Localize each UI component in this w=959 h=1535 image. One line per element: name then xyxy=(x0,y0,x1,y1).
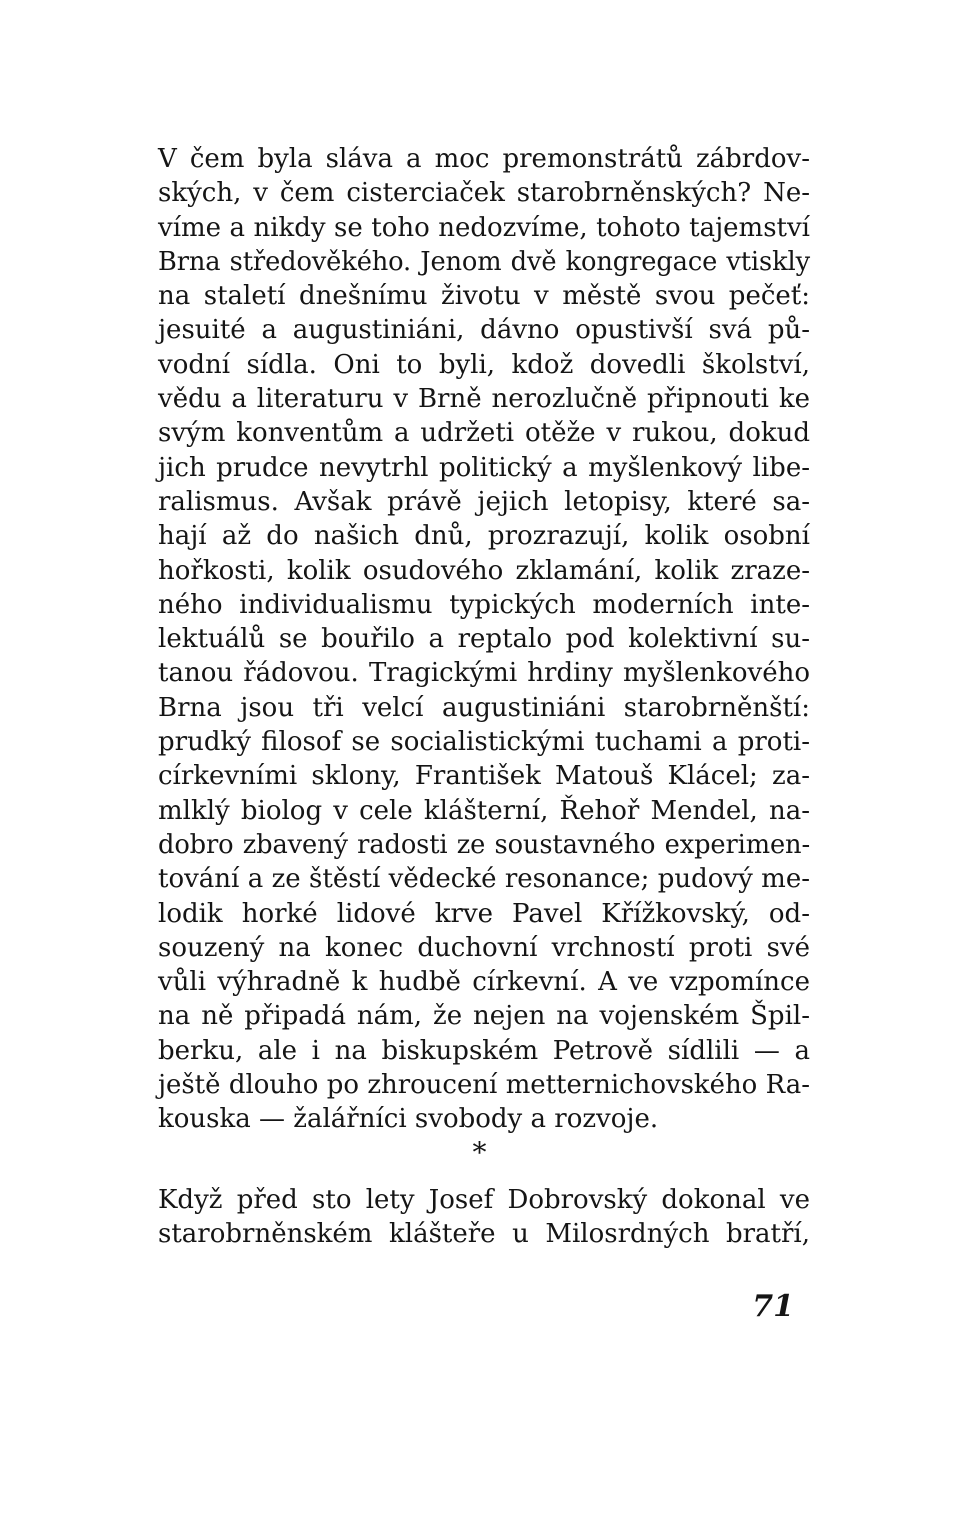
text-line: prudký filosof se socialistickými tuchami a proti- xyxy=(158,727,810,758)
text-line: vědu a literaturu v Brně nerozlučně připnouti ke xyxy=(158,384,810,415)
text-line: souzený na konec duchovní vrchností proti své xyxy=(158,932,810,963)
text-line: ských, v čem cisterciaček starobrněnských? Ne- xyxy=(158,178,810,209)
text-line: tanou řádovou. Tragickými hrdiny myšlenkového xyxy=(158,658,810,689)
text-line: vodní sídla. Oni to byli, kdož dovedli školství, xyxy=(158,349,810,380)
text-line: na ně připadá nám, že nejen na vojenském Špil- xyxy=(158,1001,810,1032)
text-line: lektuálů se bouřilo a reptalo pod kolektivní su- xyxy=(158,624,810,655)
paragraph-main xyxy=(158,142,810,1137)
text-line: ného individualismu typických moderních inte- xyxy=(158,589,810,620)
text-line: V čem byla sláva a moc premonstrátů zábrdov- xyxy=(158,144,810,174)
text-line: lodik horké lidové krve Pavel Křížkovský, od- xyxy=(158,898,810,929)
text-line: Brna středověkého. Jenom dvě kongregace vtiskly xyxy=(158,246,810,277)
text-line: ralismus. Avšak právě jejich letopisy, které sa- xyxy=(158,486,810,517)
text-line: víme a nikdy se toho nedozvíme, tohoto tajemství xyxy=(158,212,810,243)
text-line: ještě dlouho po zhroucení metternichovského Ra- xyxy=(158,1070,810,1101)
text-line: mlklý biolog v cele klášterní, Řehoř Mendel, na- xyxy=(158,795,810,826)
text-line: na staletí dnešnímu životu v městě svou pečeť: xyxy=(158,281,810,312)
text-line: jich prudce nevytrhl politický a myšlenkový libe- xyxy=(158,452,810,483)
text-line: svým konventům a udržeti otěže v rukou, dokud xyxy=(158,418,810,449)
text-line: církevními sklony, František Matouš Klácel; za- xyxy=(158,761,810,792)
page-number: 71 xyxy=(752,1289,794,1324)
text-line: Když před sto lety Josef Dobrovský dokonal ve xyxy=(158,1185,810,1215)
text-line: hořkosti, kolik osudového zklamání, kolik zraze- xyxy=(158,555,810,586)
text-line: starobrněnském klášteře u Milosrdných bratří, xyxy=(158,1219,810,1250)
paragraph-second xyxy=(158,1183,810,1252)
text-line: Brna jsou tři velcí augustiniáni starobrněnští: xyxy=(158,692,810,723)
text-line: hají až do našich dnů, prozrazují, kolik osobní xyxy=(158,521,810,552)
text-line: kouska — žalářníci svobody a rozvoje. xyxy=(158,1104,659,1135)
text-line: jesuité a augustiniáni, dávno opustivší svá pů- xyxy=(158,315,810,346)
text-line: tování a ze štěstí vědecké resonance; pudový me- xyxy=(158,864,810,895)
text-line: dobro zbavený radosti ze soustavného experimen- xyxy=(158,829,810,860)
text-line: berku, ale i na biskupském Petrově sídlili — a xyxy=(158,1035,810,1066)
section-separator: * xyxy=(472,1136,487,1169)
text-line: vůli výhradně k hudbě církevní. A ve vzpomínce xyxy=(158,967,810,998)
